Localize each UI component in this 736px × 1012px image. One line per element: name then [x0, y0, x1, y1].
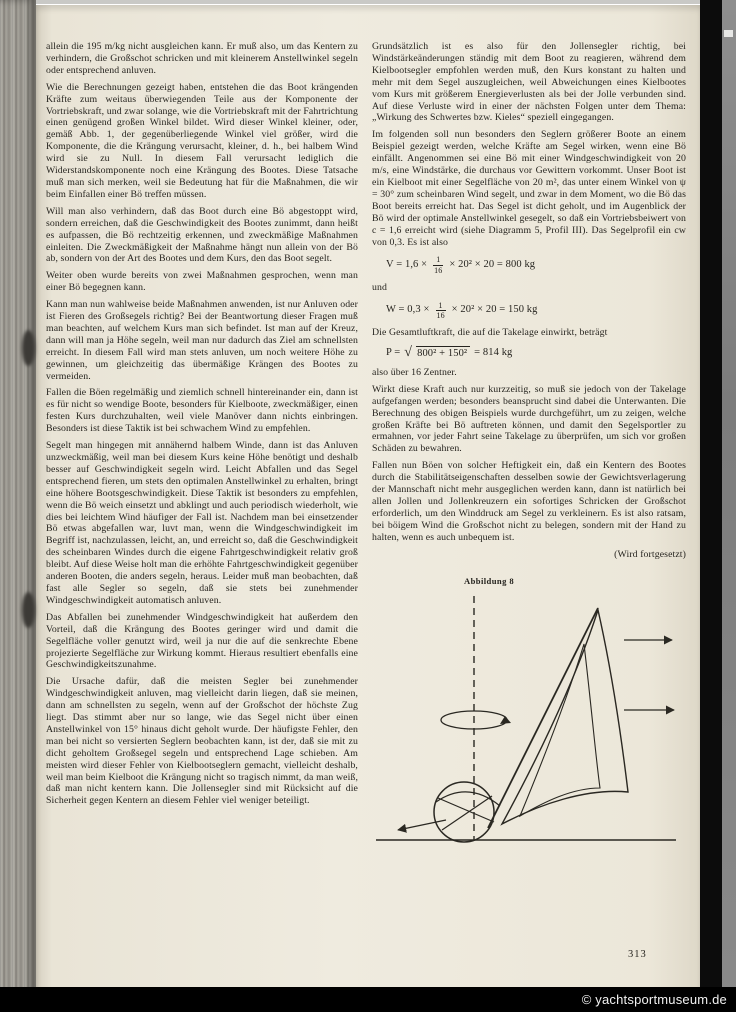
- book-page-block-edge: [722, 0, 736, 1012]
- figure-abbildung-8: [372, 576, 686, 854]
- sailboat-diagram: [372, 592, 684, 854]
- scan-right-black-edge: [700, 0, 722, 1012]
- paragraph: Will man also verhindern, daß das Boot durch eine Bö abgestoppt wird, sondern erreichen, daß die Geschwindigkeit des Bootes zunimmt, dann heißt es aufpassen, die Bö rechtzeitig erkennen, und zweckmäßige Maßnahmen einleiten. Die Zweckmäßigkeit der Maßnahme hängt nun allein von der Bö ab, sondern von der Art des Bootes und dem Kurs, den das Boot segelt.: [46, 205, 358, 265]
- page-number: 313: [628, 949, 647, 960]
- fraction: [431, 255, 445, 274]
- continuation-note: (Wird fortgesetzt): [614, 548, 686, 560]
- formula-w-rhs: × 20² × 20 = 150 kg: [451, 304, 538, 316]
- paragraph: also über 16 Zentner.: [372, 366, 457, 378]
- jib-sail: [520, 644, 600, 816]
- sqrt-radicand: 800² + 150²: [416, 346, 470, 360]
- formula-w: [386, 301, 686, 320]
- page-edge-mark: [724, 30, 733, 37]
- binding-clip-icon: [22, 330, 35, 366]
- left-text-column: [46, 41, 358, 812]
- formula-p-lhs: P =: [386, 346, 401, 358]
- paragraph: Segelt man hingegen mit annähernd halbem Winde, dann ist das Anluven unzweckmäßig, weil man bei diesem Kurs keine Höhe benötigt und deshalb besser auf Geschwindigkeit segeln wird. Leicht Abfallen und das Segel entsprechend fieren, um stets den optimalen Anstellwinkel zu erhalten, bringt eine höhere Bootsgeschwindigkeit. Diese Taktik ist besonders zu empfehlen, wenn die Bö weich einsetzt und abklingt und auch periodisch wiederholt, wie dies bei leichtem Wind häufiger der Fall ist. Nachdem man bei einsetzender Bö etwas abgefallen war, luvt man, wenn die Windgeschwindigkeit im Begriff ist, nachzulassen, leicht, an, und erreicht so, daß die Geschwindigkeit des scheinbaren Windes durch die eigene Fahrtgeschwindigkeit relativ groß bleibt. Auf diese Weise holt man die erhöhte Fahrtgeschwindigkeit gegenüber anderen Booten, die anders segeln, heraus. Leider muß man beobachten, daß fast alle Segler so segeln, daß sie stets bei zunehmender Windgeschwindigkeit automatisch anluven.: [46, 440, 358, 606]
- formula-p: [386, 346, 686, 360]
- formula-p-rhs: = 814 kg: [474, 346, 513, 358]
- fraction-denominator: 16: [436, 310, 445, 320]
- formula-w-lhs: W = 0,3 ×: [386, 304, 430, 316]
- fraction-denominator: 16: [434, 265, 443, 275]
- fraction-numerator: 1: [436, 301, 446, 311]
- hull-deck-line: [438, 798, 494, 822]
- sqrt-symbol: √: [404, 344, 413, 360]
- figure-label: Abbildung 8: [464, 576, 515, 587]
- paragraph: Fallen nun Böen von solcher Heftigkeit ein, daß ein Kentern des Bootes durch die Stabilitätseigenschaften desselben sowie der Gewichtsverlagerung der Mannschaft nicht mehr ausgeglichen werden kann, dann ist natürlich bei allen Jollen und Jollenkreuzern ein sofortiges Schricken der Großschot erforderlich, um den Winddruck am Segel zu verkleinern. Es ist also ratsam, bei böigem Wind die Großschot nicht zu belegen, sondern mit der Hand zu halten, wenn es auch unbequem ist.: [372, 460, 686, 543]
- paragraph: Wie die Berechnungen gezeigt haben, entstehen die das Boot krängenden Kräfte zum weitaus überwiegenden Teile aus der Komponente der Vortriebskraft, und zwar solange, wie die Vortriebskraft mit der Fahrtrichtung einen genügend großen Winkel bildet. Wird dieser Winkel kleiner, oder, gemäß Abb. 1, der gegenüberliegende Winkel viel größer, wird die Komponente, die die Krängung verursacht, kleiner, d. h., bei halbem Wind wird sie zu Null. In diesem Fall verursacht lediglich die Widerstandskomponente noch eine Krängung des Bootes. Diese Tatsache muß man sich merken, weil sie Bedeutung hat für die Maßnahmen, die wir beim Einfallen einer Bö treffen müssen.: [46, 81, 358, 200]
- paragraph: Im folgenden soll nun besonders den Seglern größerer Boote an einem Beispiel gezeigt werden, welche Kräfte am Segel wirken, wenn eine Bö einfällt. Angenommen sei eine Bö mit einer Windgeschwindigkeit von 20 m/s, eine Windstärke, die durchaus vor Gewittern vorkommt. Unser Boot ist ein Kielboot mit einer Segelfläche von 20 m², das unter einem Winkel von ψ = 30° zum scheinbaren Wind segelt, und zwar in dem Moment, wo die Bö das Boot bereits erreicht hat. Das Segel ist dicht geholt, und im Augenblick der Bö wird der optimale Anstellwinkel gesegelt, so daß ein Vortriebsbeiwert von c = 1,6 erreicht wird (siehe Diagramm 5, Profil III). Das Segelprofil ein cw von 0,3. Es ist also: [372, 129, 686, 248]
- paragraph: Das Abfallen bei zunehmender Windgeschwindigkeit hat außerdem den Vorteil, daß die Krängung des Bootes geringer wird und damit die Segelfläche voller genutzt wird, weil ja nur die auf die senkrechte Ebene projezierte Segelfläche zur Wirkung kommt. Hieraus resultiert ebenfalls eine Geschwindigkeitszunahme.: [46, 611, 358, 671]
- paper-page: [36, 5, 702, 1012]
- formula-v: [386, 255, 686, 274]
- hull-chord-line: [442, 796, 492, 830]
- paragraph: Grundsätzlich ist es also für den Jollensegler richtig, bei Windstärkeänderungen ständig mit dem Boot zu reagieren, während dem Kielbootsegler empfohlen werden muß, den Kurs konstant zu halten und mehr mit dem Segel auszugleichen, weil Abweichungen eines Kielbootes vom Kurs mit größerem Energieverlusten als bei der Jolle verbunden sind. Auf diese Verluste wird in einer der nächsten Folgen unter dem Thema: „Wirkung des Schwertes bzw. Kieles“ speziell eingegangen.: [372, 41, 686, 124]
- formula-v-rhs: × 20² × 20 = 800 kg: [449, 259, 536, 271]
- book-binding-edge: [0, 0, 36, 1012]
- watermark-bar: [0, 987, 736, 1012]
- rotation-arrowhead: [500, 716, 511, 724]
- formula-connector: und: [372, 281, 387, 293]
- paragraph: Die Ursache dafür, daß die meisten Segler bei zunehmender Windgeschwindigkeit anluven, mag vielleicht darin liegen, daß sie meinen, dann am schnellsten zu segeln, wenn auf der Großschot der höchste Zug liegt. Das stimmt aber nur so lange, wie das Segel nicht über einen Anstellwinkel von 15° hinaus dicht geholt wurde. Der häufigste Fehler, den man bei nicht so versierten Seglern beobachten kann, ist der, daß sie mit zu dicht geholtem Großsegel segeln und entsprechend Lage schieben. Am meisten wird dieser Fehler von Kielbootseglern gemacht, vielleicht deshalb, weil man beim Kielboot die Krängung nicht so tragisch nimmt, da man weiß, daß man nicht kentern kann. Die Jollensegler sind mit Rücksicht auf die Sicherheit gegen Kentern an diesem Fehler viel weniger beteiligt.: [46, 676, 358, 807]
- watermark-text: © yachtsportmuseum.de: [581, 992, 727, 1007]
- hull-bow-curve: [436, 792, 500, 806]
- paragraph: Fallen die Böen regelmäßig und ziemlich schnell hintereinander ein, dann ist es für nicht so wendige Boote, besonders für Kielboote, zweckmäßiger, einen festen Kurs durchzuhalten, weil viele Manöver dann nichts einbringen. Besonders ist diese Taktik ist bei schwachem Wind zu empfehlen.: [46, 387, 358, 435]
- binding-clip-icon: [22, 592, 35, 628]
- hull-section: [434, 782, 494, 842]
- paragraph: Weiter oben wurde bereits von zwei Maßnahmen gesprochen, wenn man einer Bö begegnen kann.: [46, 270, 358, 294]
- scan-top-edge: [0, 0, 736, 4]
- formula-v-lhs: V = 1,6 ×: [386, 259, 428, 271]
- paragraph: Wirkt diese Kraft auch nur kurzzeitig, so muß sie jedoch von der Takelage aufgefangen werden; besonders beansprucht sind dabei die Unterwanten. Die Berechnung des obigen Beispiels wurde durchgeführt, um zu zeigen, welche großen Kräfte bei Bö auftreten können, und damit den Segelsportler zu ermahnen, vor jeder Fahrt seine Takelage zu überprüfen, um sich vor großen Schäden zu bewahren.: [372, 383, 686, 455]
- fraction: [433, 301, 447, 320]
- main-sail: [502, 610, 628, 824]
- paragraph: Die Gesamtluftkraft, die auf die Takelage einwirkt, beträgt: [372, 327, 608, 339]
- fraction-numerator: 1: [433, 255, 443, 265]
- paragraph: allein die 195 m/kg nicht ausgleichen kann. Er muß also, um das Kentern zu verhindern, die Großschot schricken und mit kleinerem Anstellwinkel segeln oder entsprechend anluven.: [46, 41, 358, 76]
- paragraph: Kann man nun wahlweise beide Maßnahmen anwenden, ist nur Anluven oder ist Fieren des Großsegels richtig? Bei der Beantwortung dieser Fragen muß man beachten, auf welchem Kurs man sich befindet. Ist man auf der Kreuz, dann will man ja Höhe segeln, weil man nur dadurch das Ziel am schnellsten erreicht. In diesem Fall wird man stets anluven, um noch weitere Höhe zu gewinnen, um gleichzeitig das übermäßige Krängen des Bootes zu vermeiden.: [46, 299, 358, 382]
- right-text-column: [372, 41, 686, 854]
